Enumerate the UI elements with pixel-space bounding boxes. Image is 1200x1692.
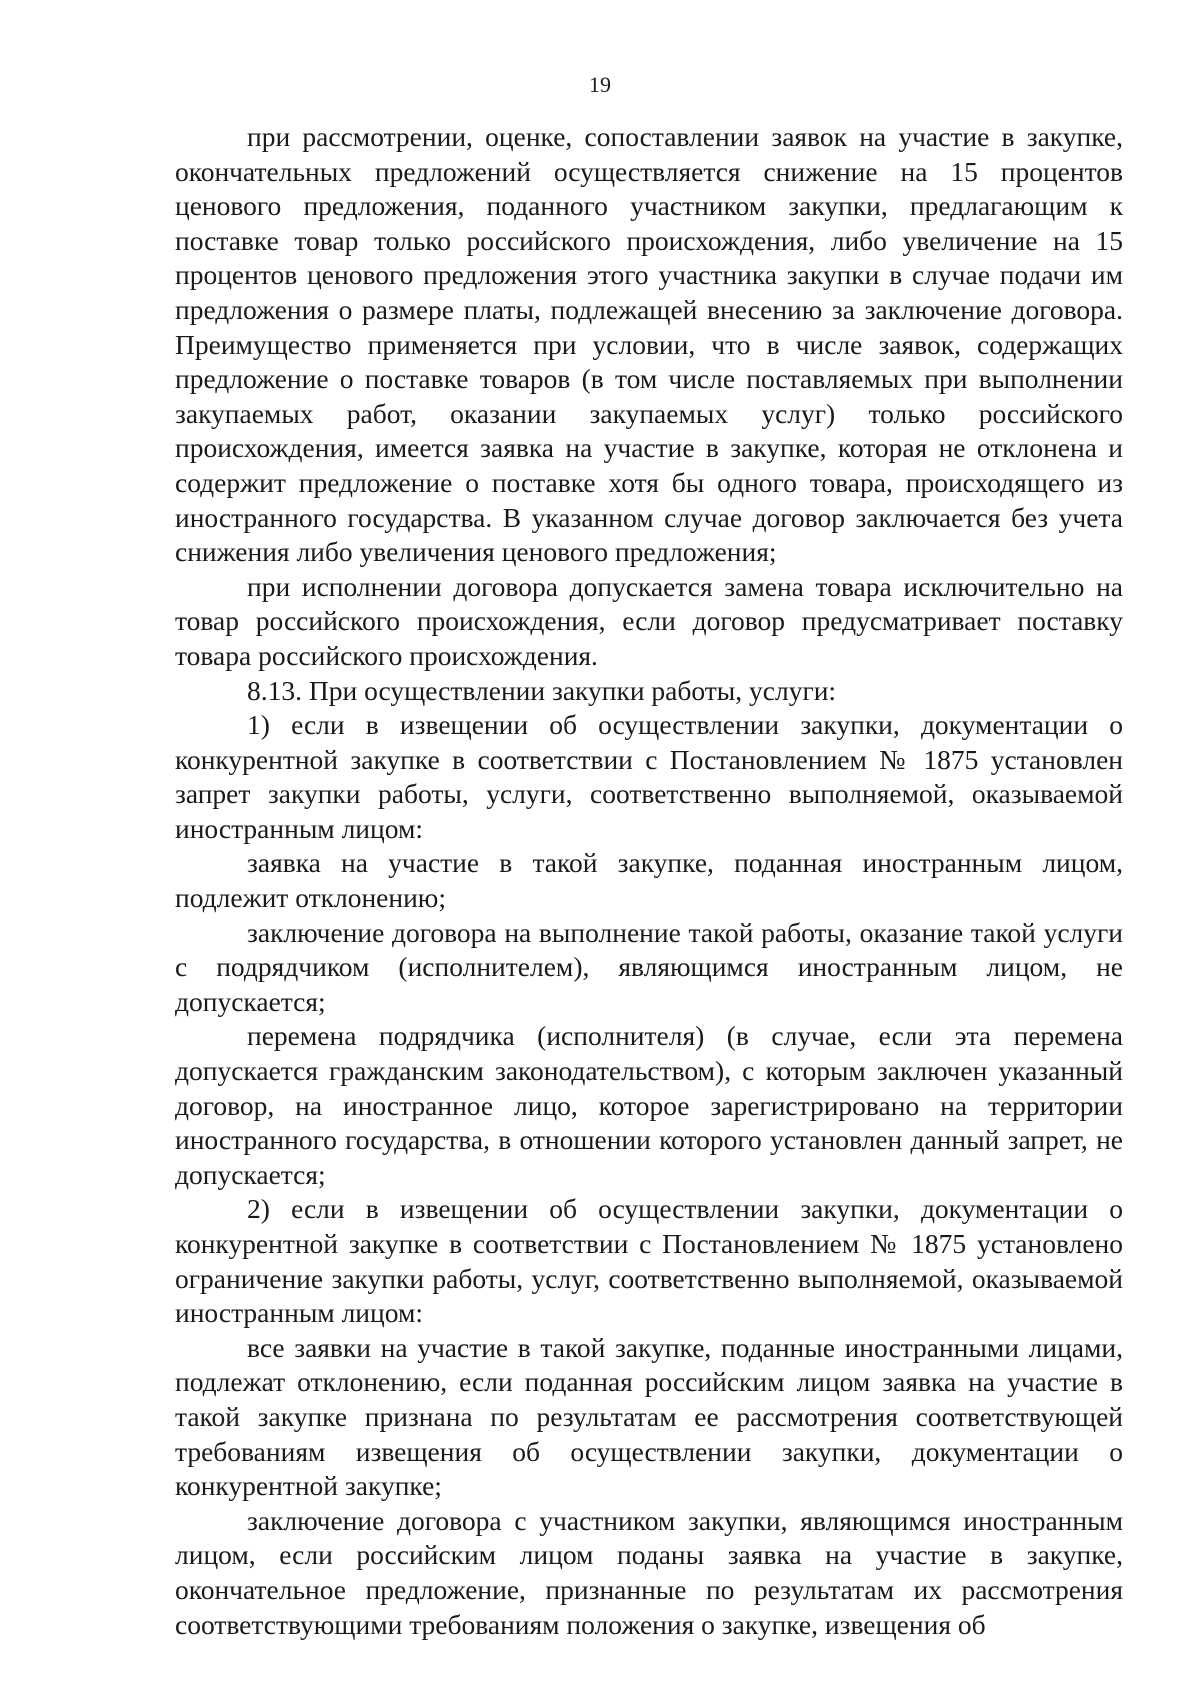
paragraph-section-8-13: 8.13. При осуществлении закупки работы, услуги: — [247, 674, 837, 706]
document-body — [175, 120, 1123, 1642]
paragraph-item-1-ban: 1) если в извещении об осуществлении закупки, документации о конкурентной закупке в соответствии с Постановлением № 1875 установлен запрет закупки работы, услуги, соответственно выполняемой, оказываемой иностранным лицом: — [175, 709, 1123, 844]
paragraph-item-2-restriction: 2) если в извещении об осуществлении закупки, документации о конкурентной закупке в соответствии с Постановлением № 1875 установлено ограничение закупки работы, услуг, соответственно выполняемой, оказываемой иностранным лицом: — [175, 1193, 1123, 1329]
paragraph-price-preference: при рассмотрении, оценке, сопоставлении заявок на участие в закупке, окончательных предложений осуществляется снижение на 15 процентов ценового предложения, поданного участником закупки, предлагающим к поставке товар только российского происхождения, либо увеличение на 15 процентов ценового предложения этого участника закупки в случае подачи им предложения о размере платы, подлежащей внесению за заключение договора. Преимущество применяется при условии, что в числе заявок, содержащих предложение о поставке товаров (в том числе поставляемых при выполнении закупаемых работ, оказании закупаемых услуг) только российского происхождения, имеется заявка на участие в закупке, которая не отклонена и содержит предложение о поставке хотя бы одного товара, происходящего из иностранного государства. В указанном случае договор заключается без учета снижения либо увеличения ценового предложения; — [175, 121, 1123, 568]
paragraph-foreign-applications: все заявки на участие в такой закупке, поданные иностранными лицами, подлежат отклонению, если поданная российским лицом заявка на участие в такой закупке признана по результатам ее рассмотрения соответствующей требованиям извещения об осуществлении закупки, документации о конкурентной закупке; — [175, 1331, 1123, 1502]
paragraph-goods-replacement: при исполнении договора допускается замена товара исключительно на товар российского происхождения, если договор предусматривает поставку товара российского происхождения. — [175, 570, 1123, 671]
paragraph-foreign-contract: заключение договора с участником закупки, являющимся иностранным лицом, если российским лицом поданы заявка на участие в закупке, окончательное предложение, признанные по результатам их рассмотрения соответствующими требованиям положения о закупке, извещения об — [175, 1504, 1123, 1640]
page-number: 19 — [589, 72, 611, 97]
paragraph-contract-not-allowed: заключение договора на выполнение такой работы, оказание такой услуги с подрядчиком (исполнителем), являющимся иностранным лицом, не допускается; — [175, 916, 1123, 1017]
paragraph-contractor-change: перемена подрядчика (исполнителя) (в случае, если эта перемена допускается гражданским законодательством), с которым заключен указанный договор, на иностранное лицо, которое зарегистрировано на территории иностранного государства, в отношении которого установлен данный запрет, не допускается; — [175, 1020, 1123, 1190]
paragraph-application-rejection: заявка на участие в такой закупке, поданная иностранным лицом, подлежит отклонению; — [175, 847, 1123, 914]
